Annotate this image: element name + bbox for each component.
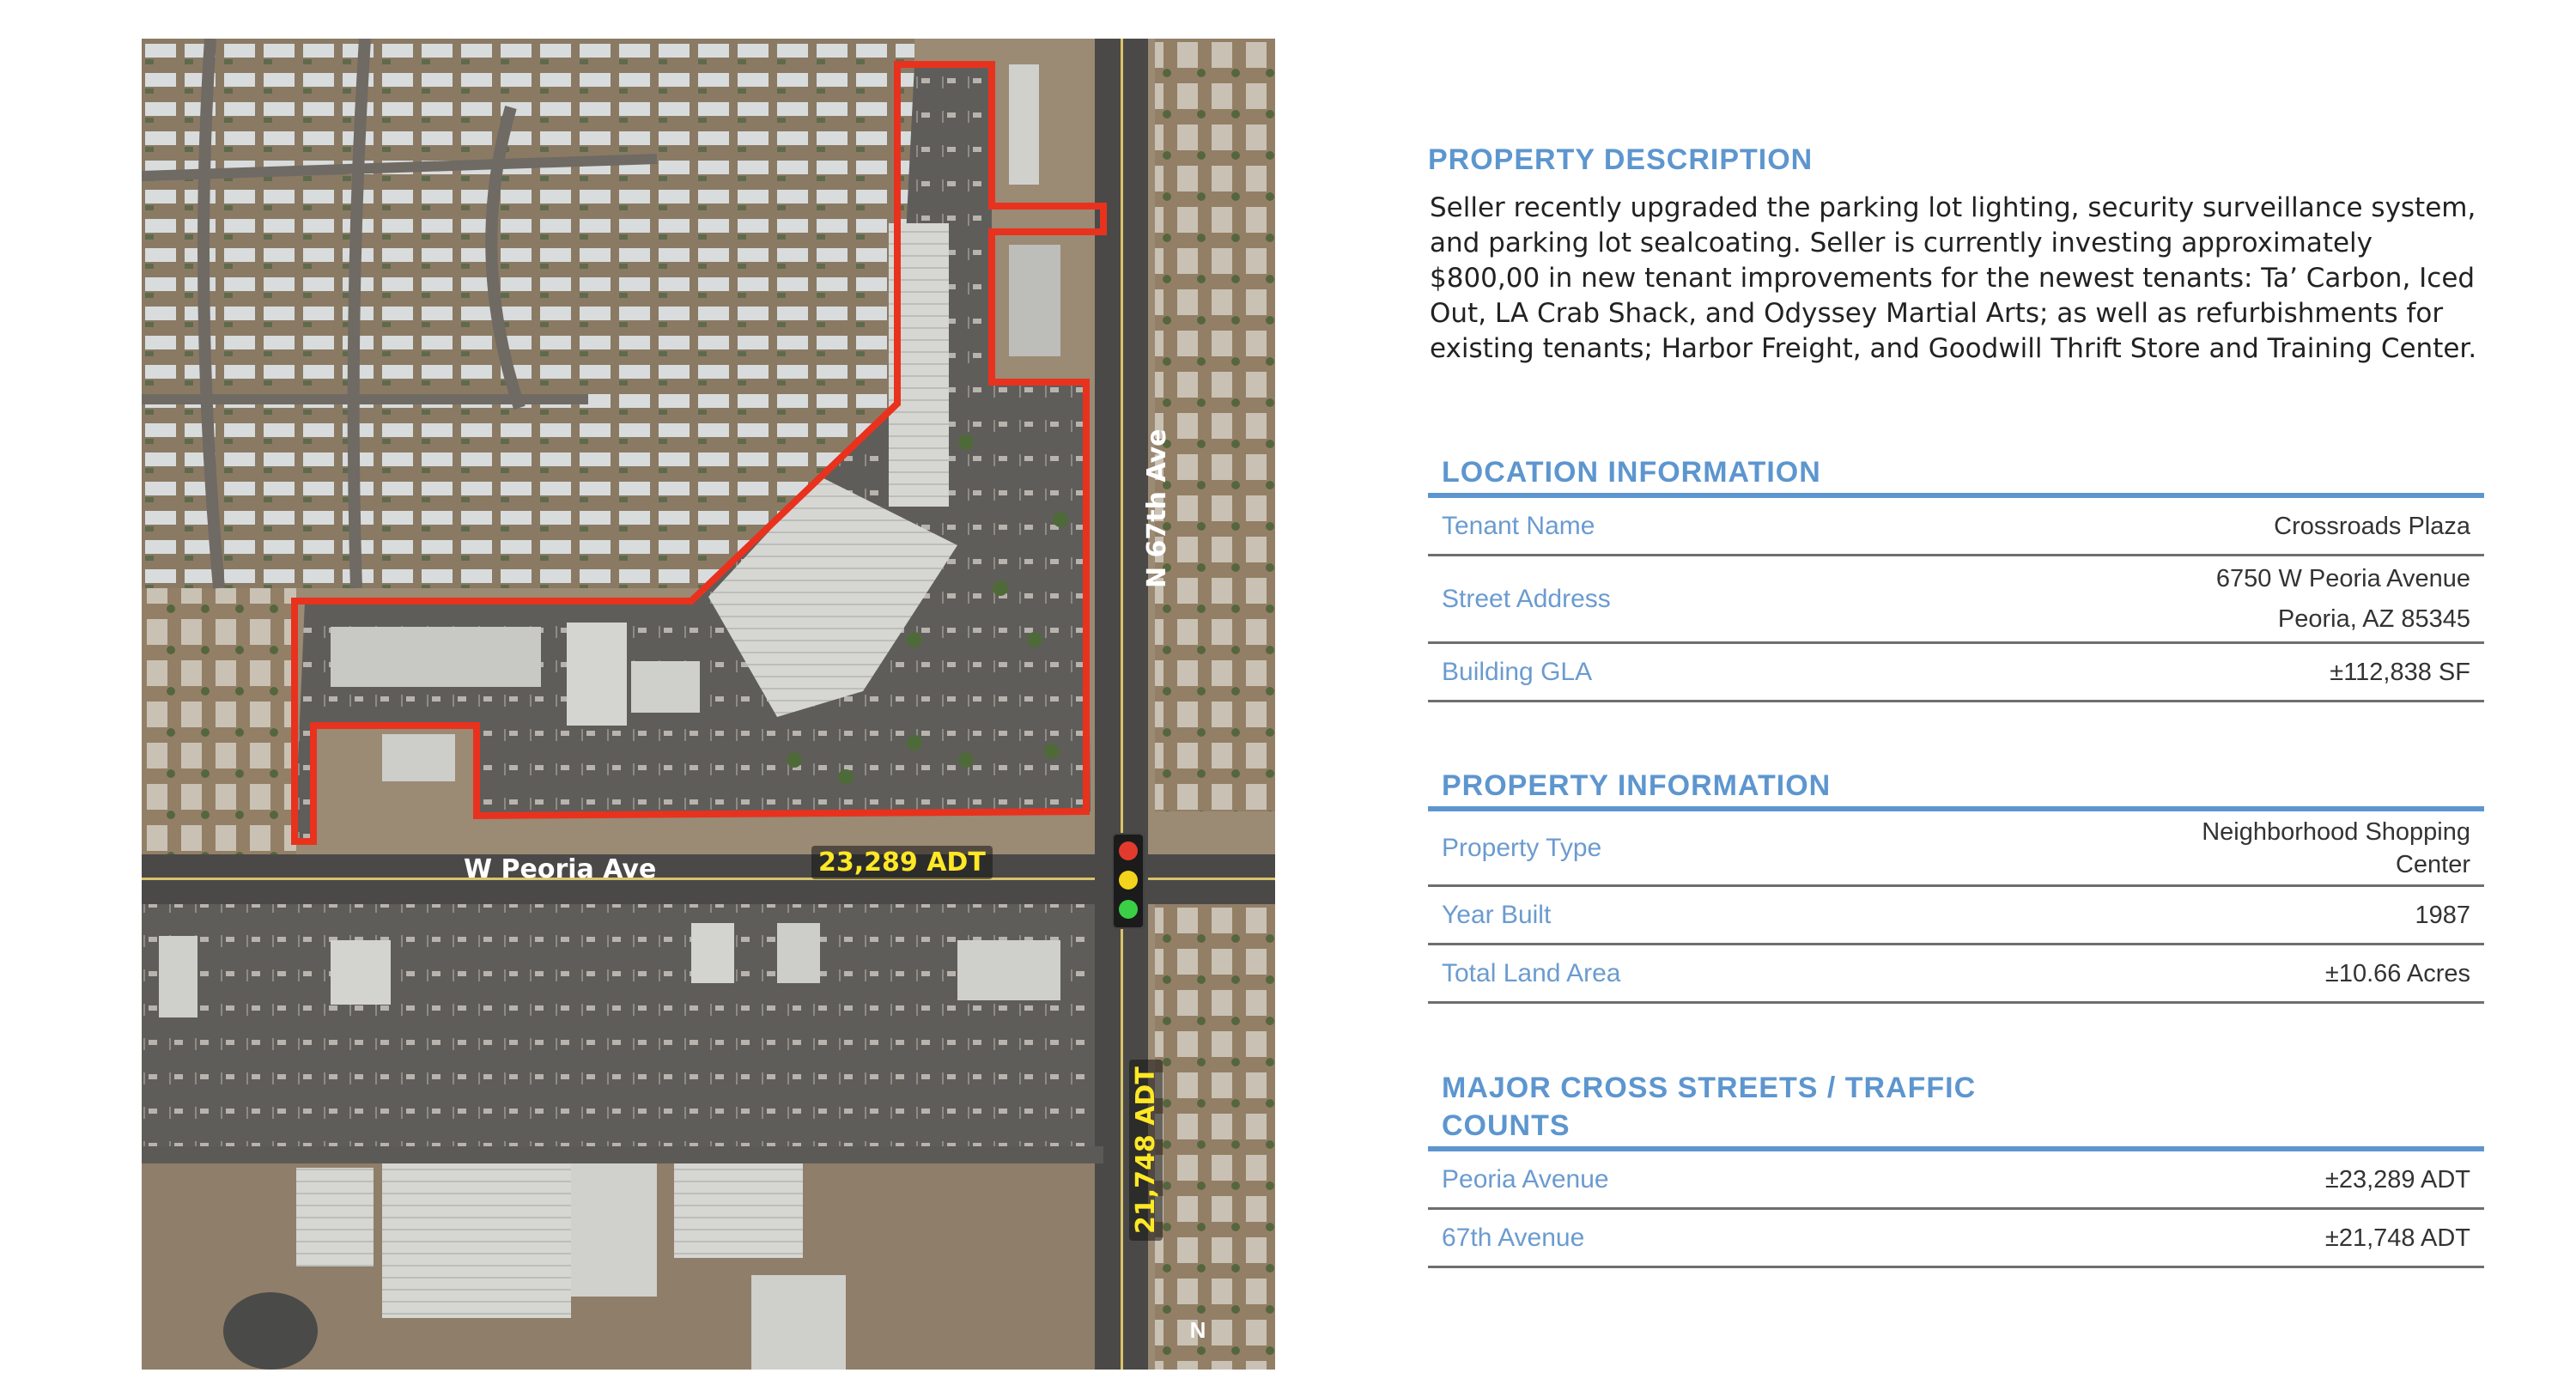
- table-row: [1428, 644, 2484, 702]
- address-line-2: Peoria, AZ 85345: [2277, 604, 2470, 633]
- traffic-count-peoria: 23,289 ADT: [811, 846, 993, 879]
- traffic-light-green: [1119, 900, 1138, 919]
- cross-streets-title: MAJOR CROSS STREETS / TRAFFIC COUNTS: [1442, 1072, 1977, 1142]
- street-label-peoria: W Peoria Ave: [464, 854, 657, 884]
- row-label: Building GLA: [1442, 657, 1593, 686]
- table-row: [1428, 945, 2484, 1004]
- street-label-67th: N 67th Ave: [1142, 428, 1172, 588]
- table-row: [1428, 887, 2484, 945]
- cross-streets-table: [1428, 1069, 2484, 1268]
- row-value: ±21,748 ADT: [2324, 1224, 2470, 1252]
- table-row: [1428, 1210, 2484, 1268]
- row-label: Peoria Avenue: [1442, 1164, 1609, 1194]
- address-line-1: 6750 W Peoria Avenue: [2215, 564, 2470, 592]
- aerial-map-graphic: [142, 39, 1275, 1370]
- row-label: Total Land Area: [1442, 958, 1621, 987]
- row-value: Crossroads Plaza: [2274, 512, 2470, 540]
- row-value: ±112,838 SF: [2330, 658, 2470, 686]
- table-row: [1428, 498, 2484, 556]
- row-label: Tenant Name: [1442, 511, 1595, 540]
- row-value: [2216, 559, 2470, 640]
- north-arrow-icon: [1172, 1254, 1224, 1352]
- property-description-text: Seller recently upgraded the parking lot lighting, security surveillance system, and parking lot sealcoating. Seller is currently investing approximately $800,00 in new tenant improvements for the newest tenants: Ta’ Carbon, Iced Out, LA Crab Shack, and Odyssey Martial Arts; as well as refurbishments for existing tenants; Harbor Freight, and Goodwill Thrift Store and Training Center.: [1430, 192, 2477, 364]
- table-row: [1428, 556, 2484, 644]
- aerial-map: [142, 39, 1275, 1370]
- row-label: Street Address: [1442, 584, 1611, 613]
- location-information-title: LOCATION INFORMATION: [1442, 456, 1821, 489]
- table-row: [1428, 811, 2484, 887]
- row-label: Property Type: [1442, 833, 1602, 862]
- row-label: 67th Avenue: [1442, 1223, 1585, 1252]
- table-row: [1428, 1151, 2484, 1210]
- row-value: ±23,289 ADT: [2324, 1165, 2470, 1194]
- row-value: [2202, 816, 2470, 881]
- location-information-table: [1428, 453, 2484, 702]
- row-value: ±10.66 Acres: [2324, 959, 2470, 987]
- value-line-2: Center: [2395, 850, 2470, 878]
- value-line-1: Neighborhood Shopping: [2202, 817, 2470, 846]
- traffic-light-icon: [1112, 833, 1145, 929]
- property-information-table: [1428, 767, 2484, 1004]
- row-value: 1987: [2415, 901, 2470, 929]
- property-information-title: PROPERTY INFORMATION: [1442, 769, 1832, 802]
- traffic-light-yellow: [1119, 871, 1138, 890]
- traffic-count-67th: 21,748 ADT: [1129, 1060, 1163, 1241]
- row-label: Year Built: [1442, 900, 1552, 929]
- property-description-title: PROPERTY DESCRIPTION: [1428, 143, 1814, 176]
- traffic-light-red: [1119, 841, 1138, 860]
- north-arrow-letter: N: [1189, 1317, 1206, 1343]
